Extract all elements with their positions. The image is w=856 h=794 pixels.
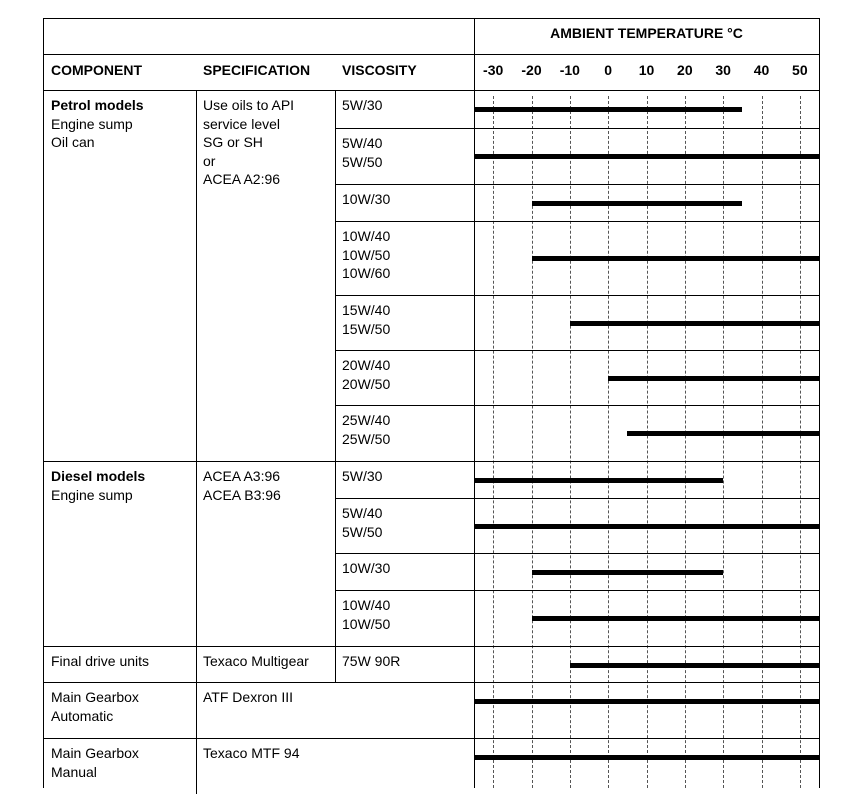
specification-line: SG or SH xyxy=(203,134,263,150)
viscosity-grade: 10W/30 xyxy=(342,191,391,207)
row-divider xyxy=(335,646,820,647)
temperature-range-bar xyxy=(474,154,819,159)
temperature-range-bar xyxy=(532,616,820,621)
axis-tick-label: -30 xyxy=(483,62,504,78)
component-line: Engine sump xyxy=(51,486,133,503)
table-left-border xyxy=(43,18,44,788)
specification-line: ACEA A2:96 xyxy=(203,171,281,187)
viscosity-grade: 5W/50 xyxy=(342,153,383,170)
column-divider-component xyxy=(196,90,197,461)
row-divider xyxy=(335,221,820,222)
temperature-range-bar xyxy=(608,376,819,381)
viscosity-grade: 10W/50 xyxy=(342,615,391,632)
viscosity-grade: 25W/40 xyxy=(342,412,391,428)
gridline xyxy=(800,96,801,788)
gridline xyxy=(493,96,494,788)
viscosity-grade: 20W/50 xyxy=(342,375,391,392)
row-divider xyxy=(335,682,820,683)
gridline xyxy=(723,96,724,788)
gridline xyxy=(570,96,571,788)
axis-tick-label: -10 xyxy=(559,62,580,78)
component-line: Oil can xyxy=(51,134,95,150)
temperature-range-bar xyxy=(474,755,819,760)
axis-tick-label: 40 xyxy=(753,62,770,78)
viscosity-grade: 15W/50 xyxy=(342,320,391,337)
axis-tick-label: -20 xyxy=(521,62,542,78)
temperature-range-bar xyxy=(474,107,742,112)
row-divider xyxy=(335,461,820,462)
axis-divider xyxy=(43,90,820,91)
component-line: Final drive units xyxy=(51,653,150,669)
column-divider-component xyxy=(196,646,197,682)
row-divider xyxy=(335,590,820,591)
viscosity-grade: 25W/50 xyxy=(342,430,391,447)
row-divider xyxy=(335,295,820,296)
gridline xyxy=(685,96,686,788)
temperature-range-bar xyxy=(474,524,819,529)
axis-tick-label: 10 xyxy=(638,62,655,78)
temperature-range-bar xyxy=(532,201,743,206)
table-right-border xyxy=(819,18,820,788)
specification-line: Texaco Multigear xyxy=(203,653,309,669)
specification-line: ACEA A3:96 xyxy=(203,468,281,484)
temperature-range-bar xyxy=(627,431,819,436)
viscosity-grade: 10W/60 xyxy=(342,265,391,281)
header-specification: SPECIFICATION xyxy=(203,62,311,78)
header-viscosity: VISCOSITY xyxy=(342,62,417,78)
temperature-range-bar xyxy=(570,321,819,326)
temperature-range-bar xyxy=(474,699,819,704)
chart-title: AMBIENT TEMPERATURE °C xyxy=(550,25,743,41)
axis-tick-label: 20 xyxy=(677,62,693,78)
row-divider xyxy=(335,184,820,185)
axis-tick-label: 30 xyxy=(715,62,731,78)
axis-tick-label: 0 xyxy=(604,62,613,78)
chart-left-border xyxy=(474,18,475,788)
gridline xyxy=(762,96,763,788)
row-divider xyxy=(335,128,820,129)
axis-tick-label: 50 xyxy=(792,62,808,78)
viscosity-grade: 10W/40 xyxy=(342,228,391,244)
row-divider xyxy=(335,553,820,554)
row-divider xyxy=(474,738,820,739)
viscosity-grade: 5W/40 xyxy=(342,135,383,151)
viscosity-grade: 5W/50 xyxy=(342,523,383,540)
component-line: Automatic xyxy=(51,707,114,724)
viscosity-grade: 10W/50 xyxy=(342,246,391,263)
viscosity-grade: 5W/40 xyxy=(342,505,383,521)
temperature-range-bar xyxy=(532,256,820,261)
column-divider-component xyxy=(196,682,197,738)
gridline xyxy=(608,96,609,788)
row-divider xyxy=(335,350,820,351)
viscosity-grade: 20W/40 xyxy=(342,357,391,373)
specification-line: ACEA B3:96 xyxy=(203,486,281,503)
component-line: Manual xyxy=(51,763,97,780)
component-line: Engine sump xyxy=(51,115,133,132)
viscosity-grade: 10W/40 xyxy=(342,597,391,613)
viscosity-grade: 5W/30 xyxy=(342,97,383,113)
specification-line: ATF Dexron III xyxy=(203,689,293,705)
viscosity-grade: 15W/40 xyxy=(342,302,391,318)
temperature-range-bar xyxy=(532,570,724,575)
viscosity-grade: 10W/30 xyxy=(342,560,391,576)
row-divider xyxy=(335,498,820,499)
component-line: Main Gearbox xyxy=(51,689,139,705)
column-divider-specification xyxy=(335,646,336,682)
specification-line: service level xyxy=(203,115,281,132)
specification-line: or xyxy=(203,152,216,169)
column-divider-component xyxy=(196,461,197,646)
column-divider-component xyxy=(196,738,197,794)
temperature-range-bar xyxy=(570,663,819,668)
viscosity-grade: 5W/30 xyxy=(342,468,383,484)
component-title: Petrol models xyxy=(51,97,144,113)
specification-line: Use oils to API xyxy=(203,97,295,113)
header-divider xyxy=(43,54,820,55)
specification-line: Texaco MTF 94 xyxy=(203,745,300,761)
viscosity-grade: 75W 90R xyxy=(342,653,401,669)
gridline xyxy=(532,96,533,788)
group-divider xyxy=(43,738,475,739)
gridline xyxy=(647,96,648,788)
component-line: Main Gearbox xyxy=(51,745,139,761)
header-component: COMPONENT xyxy=(51,62,142,78)
component-title: Diesel models xyxy=(51,468,146,484)
temperature-range-bar xyxy=(474,478,723,483)
row-divider xyxy=(335,405,820,406)
table-top-border xyxy=(43,18,820,19)
